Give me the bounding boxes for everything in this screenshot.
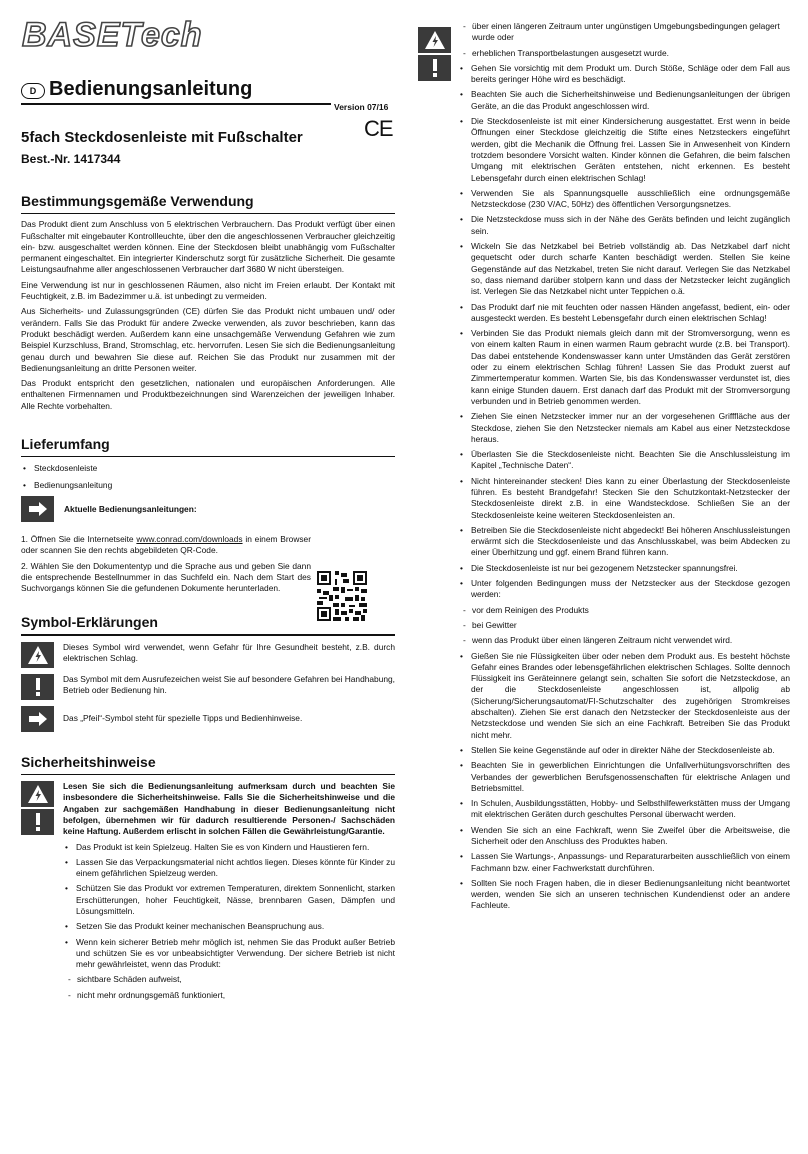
list-item: • Schützen Sie das Produkt vor extremen Temperaturen, direktem Sonnenlicht, starken Erschütterungen, hoher Feuchtigkeit, Nässe, brennbaren Gasen, Dämpfen und Lösungsmitteln. [63, 883, 395, 917]
section-heading-safety: Sicherheitshinweise [21, 753, 156, 770]
symbol-desc-arrow: Das „Pfeil“-Symbol steht für spezielle Tipps und Bedienhinweise. [63, 713, 303, 724]
list-item: • Beachten Sie auch die Sicherheitshinweise und Bedienungsanleitungen der übrigen Geräte, an die das Produkt angeschlossen wird. [458, 89, 790, 112]
list-item: - sichtbare Schäden aufweist, [63, 974, 395, 985]
step-2: 2. Wählen Sie den Dokumententyp und die Sprache aus und geben Sie dann die entsprechende Bestellnummer in das Suchfeld ein. Nach dem Start des Suchvorgangs können Sie die gefundenen Dokumente herunterladen. [21, 560, 311, 594]
downloads-link[interactable]: www.conrad.com/downloads [136, 533, 243, 544]
list-item: • Gehen Sie vorsichtig mit dem Produkt um. Durch Stöße, Schläge oder dem Fall aus bereits geringer Höhe wird es beschädigt. [458, 63, 790, 86]
list-item: • Verwenden Sie als Spannungsquelle ausschließlich eine ordnungsgemäße Netzsteckdose (230 V/AC, 50Hz) des öffentlichen Versorgungsnetzes. [458, 188, 790, 211]
list-item: • Betreiben Sie die Steckdosenleiste nicht abgedeckt! Bei höheren Anschlussleistungen erwärmt sich die Steckdosenleiste und das Anschlusskabel, was beim Abdecken zu einer Überhitzung und ggf. einem Brand führen kann. [458, 525, 790, 559]
list-item: • Beachten Sie in gewerblichen Einrichtungen die Unfallverhütungsvorschriften des Verbandes der gewerblichen Berufsgenossenschaften für elektrische Anlagen und Betriebsmittel. [458, 760, 790, 794]
list-item: • Sollten Sie noch Fragen haben, die in dieser Bedienungsanleitung nicht beantwortet werden, wenden Sie sich an unseren technischen Kundendienst oder an andere Fachleute. [458, 878, 790, 912]
list-item: • Bedienungsanleitung [21, 480, 395, 491]
arrow-icon [21, 706, 54, 732]
arrow-icon [21, 496, 54, 522]
list-item: • Die Steckdosenleiste ist nur bei gezogenem Netzstecker spannungsfrei. [458, 563, 790, 574]
list-item: • Das Produkt ist kein Spielzeug. Halten Sie es von Kindern und Haustieren fern. [63, 842, 395, 853]
list-item: • Wickeln Sie das Netzkabel bei Betrieb vollständig ab. Das Netzkabel darf nicht gequetscht oder durch scharfe Kanten beschädigt werden. Stellen Sie keine Gegenstände auf das Netzkabel, treten Sie nicht darauf. Verlegen Sie das Netzkabel so, dass niemand darüber stolpern kann und dass der Netzstecker leicht zugänglich ist. Verlegen Sie das Netzkabel nicht unter Teppichen o.ä. [458, 241, 790, 297]
list-item: • Wenn kein sicherer Betrieb mehr möglich ist, nehmen Sie das Produkt außer Betrieb und schützen Sie es vor unbeabsichtigter Verwendung. Der sichere Betrieb ist nicht mehr gewährleistet, wenn das Produkt: [63, 937, 395, 971]
section-rule [21, 634, 395, 635]
section-rule [21, 213, 395, 214]
list-item: • Die Steckdosenleiste ist mit einer Kindersicherung ausgestattet. Erst wenn in beide Öffnungen einer Steckdose gleichzeitig die Stifte eines Netzsteckers eingeführt werden, gibt die Mechanik die Öffnung frei. Lassen Sie in Anwesenheit von Kindern trotzdem besondere Vorsicht walten. Kinder können die Gefahren, die beim falschen Umgang mit elektrischen Geräten entstehen, nicht erkennen. Es besteht Lebensgefahr durch einen elektrischen Schlag! [458, 116, 790, 184]
right-column-icons [418, 27, 451, 81]
paragraph: Das Produkt dient zum Anschluss von 5 elektrischen Verbrauchern. Das Produkt verfügt über einen Fußschalter mit eingebauter Kontrollleuchte, über den die angeschlossenen Verbraucher gleichzeitig ein- bzw. ausgeschaltet werden können. Eine der Steckdosen bleibt unabhängig vom Fußschalter permanent eingeschaltet. Ein integrierter Kinderschutz sorgt für zusätzliche Sicherheit. Die gesamte Leistungsaufnahme aller angeschlossenen Verbraucher darf 3680 W nicht übersteigen. [21, 219, 395, 275]
list-item: - nicht mehr ordnungsgemäß funktioniert, [63, 990, 395, 1001]
list-item: - bei Gewitter [458, 620, 790, 631]
qr-code[interactable] [317, 571, 367, 621]
list-item: - erheblichen Transportbelastungen ausgesetzt wurde. [458, 48, 790, 59]
list-item: • Gießen Sie nie Flüssigkeiten über oder neben dem Produkt aus. Es besteht höchste Gefahr eines Brandes oder lebensgefährlichen elektrischen Schlages. Sollte dennoch Flüssigkeit ins Geräteinnere gelangt sein, schalten Sie sofort die Netzsteckdose, an der die Steckdosenleiste angeschlossen ist, allpolig ab (Sicherung/Sicherungsautomat/FI-Schutzschalter des zugehörigen Stromkreises abschalten). Ziehen Sie erst danach den Netzstecker der Steckdosenleiste aus der Netzsteckdose und wenden Sie sich an eine Fachkraft. Betreiben Sie das Produkt nicht mehr. [458, 651, 790, 741]
lightning-warning-icon [21, 781, 54, 807]
list-item: • Wenden Sie sich an eine Fachkraft, wenn Sie Zweifel über die Arbeitsweise, die Sicherheit oder den Anschluss des Produktes haben. [458, 825, 790, 848]
section-heading-intended-use: Bestimmungsgemäße Verwendung [21, 193, 254, 209]
section-rule [21, 456, 395, 457]
exclamation-icon [21, 674, 54, 700]
list-item: - vor dem Reinigen des Produkts [458, 605, 790, 616]
list-item: • Das Produkt darf nie mit feuchten oder nassen Händen angefasst, bedient, ein- oder ausgesteckt werden. Es besteht Lebensgefahr durch einen elektrischen Schlag! [458, 302, 790, 325]
ce-mark: CE [364, 116, 393, 141]
exclamation-icon [21, 809, 54, 835]
exclamation-icon [418, 55, 451, 81]
safety-intro: Lesen Sie sich die Bedienungsanleitung aufmerksam durch und beachten Sie insbesondere die Sicherheitshinweise. Falls Sie die Sicherheitshinweise und die Angaben zur sachgemäßen Handhabung in dieser Bedienungsanleitung nicht befolgen, übernehmen wir für dadurch resultierende Personen-/ Sachschäden keine Haftung. Außerdem erlischt in solchen Fällen die Gewährleistung/Garantie. [63, 781, 395, 837]
step-1-text: 1. Öffnen Sie die Internetseite [21, 533, 137, 544]
left-column [21, 193, 395, 1001]
list-item: • Überlasten Sie die Steckdosenleiste nicht. Beachten Sie die Anschlussleistung im Kapitel „Technische Daten“. [458, 449, 790, 472]
list-item: • Unter folgenden Bedingungen muss der Netzstecker aus der Steckdose gezogen werden: [458, 578, 790, 601]
list-item: • Die Netzsteckdose muss sich in der Nähe des Geräts befinden und leicht zugänglich sein. [458, 214, 790, 237]
step-1 [21, 534, 311, 557]
section-heading-delivery: Lieferumfang [21, 436, 110, 453]
list-item: • Stellen Sie keine Gegenstände auf oder in direkter Nähe der Steckdosenleiste ab. [458, 745, 790, 756]
list-item: • Verbinden Sie das Produkt niemals gleich dann mit der Stromversorgung, wenn es von einem kalten Raum in einen warmen Raum gebracht wurde (z.B. bei Transport). Das dabei entstehende Kondenswasser kann unter Umständen das Gerät zerstören oder zu einem elektrischen Schlag führen! Lassen Sie das Produkt zuerst auf Zimmertemperatur kommen. Warten Sie, bis das Kondenswasser verdunstet ist, dies kann einige Stunden dauern. Erst danach darf das Produkt mit der Stromversorgung verbunden und in Betrieb genommen werden. [458, 328, 790, 407]
list-item: • In Schulen, Ausbildungsstätten, Hobby- und Selbsthilfewerkstätten muss der Umgang mit elektrischen Geräten durch geschultes Personal überwacht werden. [458, 798, 790, 821]
product-title: 5fach Steckdosenleiste mit Fußschalter [21, 129, 303, 146]
list-item: • Lassen Sie das Verpackungsmaterial nicht achtlos liegen. Dieses könnte für Kinder zu einem gefährlichen Spielzeug werden. [63, 857, 395, 880]
language-badge: D [21, 83, 45, 99]
paragraph: Das Produkt entspricht den gesetzlichen, nationalen und europäischen Anforderungen. Alle enthaltenen Firmennamen und Produktbezeichnungen sind Warenzeichen der jeweiligen Inhaber. Alle Rechte vorbehalten. [21, 378, 395, 411]
step-1-text-end: in einem Browser oder scannen Sie den rechts abgebildeten QR-Code. [21, 533, 311, 556]
doc-title: Bedienungsanleitung [49, 78, 253, 100]
paragraph: Eine Verwendung ist nur in geschlossenen Räumen, also nicht im Freien erlaubt. Der Kontakt mit Feuchtigkeit, z.B. im Badezimmer u.ä. ist unbedingt zu vermeiden. [21, 279, 395, 302]
symbol-desc-exclamation: Das Symbol mit dem Ausrufezeichen weist Sie auf besondere Gefahren bei Handhabung, Betrieb oder Bedienung hin. [63, 673, 395, 696]
version-label: Version 07/16 [334, 102, 389, 112]
list-item: • Setzen Sie das Produkt keiner mechanischen Beanspruchung aus. [63, 921, 395, 932]
list-item: - über einen längeren Zeitraum unter ungünstigen Umgebungsbedingungen gelagert wurde oder [458, 21, 790, 44]
list-item: • Ziehen Sie einen Netzstecker immer nur an der vorgesehenen Grifffläche aus der Steckdose, ziehen Sie den Netzstecker niemals am Kabel aus einer Netzsteckdose heraus. [458, 411, 790, 445]
section-heading-symbols: Symbol-Erklärungen [21, 614, 158, 631]
list-item: • Steckdosenleiste [21, 463, 395, 474]
lightning-warning-icon [418, 27, 451, 53]
lightning-warning-icon [21, 642, 54, 668]
right-column [458, 21, 790, 912]
brand-logo: BASETech [22, 16, 203, 54]
list-item: - wenn das Produkt über einen längeren Zeitraum nicht verwendet wird. [458, 635, 790, 646]
list-item: • Lassen Sie Wartungs-, Anpassungs- und Reparaturarbeiten ausschließlich von einem Fachmann bzw. einer Fachwerkstatt durchführen. [458, 851, 790, 874]
symbol-desc-lightning: Dieses Symbol wird verwendet, wenn Gefahr für Ihre Gesundheit besteht, z.B. durch elektrischen Schlag. [63, 641, 395, 664]
section-rule [21, 774, 395, 775]
order-number: Best.-Nr. 1417344 [21, 152, 121, 166]
title-rule [21, 103, 331, 105]
list-item: • Nicht hintereinander stecken! Dies kann zu einer Überlastung der Steckdosenleiste führen. Es besteht Brandgefahr! Stecken Sie den Schutzkontakt-Netzstecker der Steckdosenleiste direkt z.B. in eine Wandsteckdose. Schließen Sie an der Steckdosenleiste keine weiteren Steckdosenleisten an. [458, 476, 790, 521]
paragraph: Aus Sicherheits- und Zulassungsgründen (CE) dürfen Sie das Produkt nicht umbauen und/ oder verändern. Falls Sie das Produkt für andere Zwecke verwenden, als zuvor beschrieben, kann das Produkt beschädigt werden. Außerdem kann eine unsachgemäße Verwendung Gefahren wie zum Beispiel Kurzschluss, Brand, Stromschlag, etc. hervorrufen. Lesen Sie sich die Bedienungsanleitung genau durch und bewahren Sie diese auf. Reichen Sie das Produkt nur zusammen mit der Bedienungsanleitung an dritte Personen weiter. [21, 306, 395, 373]
current-manuals-label: Aktuelle Bedienungsanleitungen: [64, 503, 197, 514]
